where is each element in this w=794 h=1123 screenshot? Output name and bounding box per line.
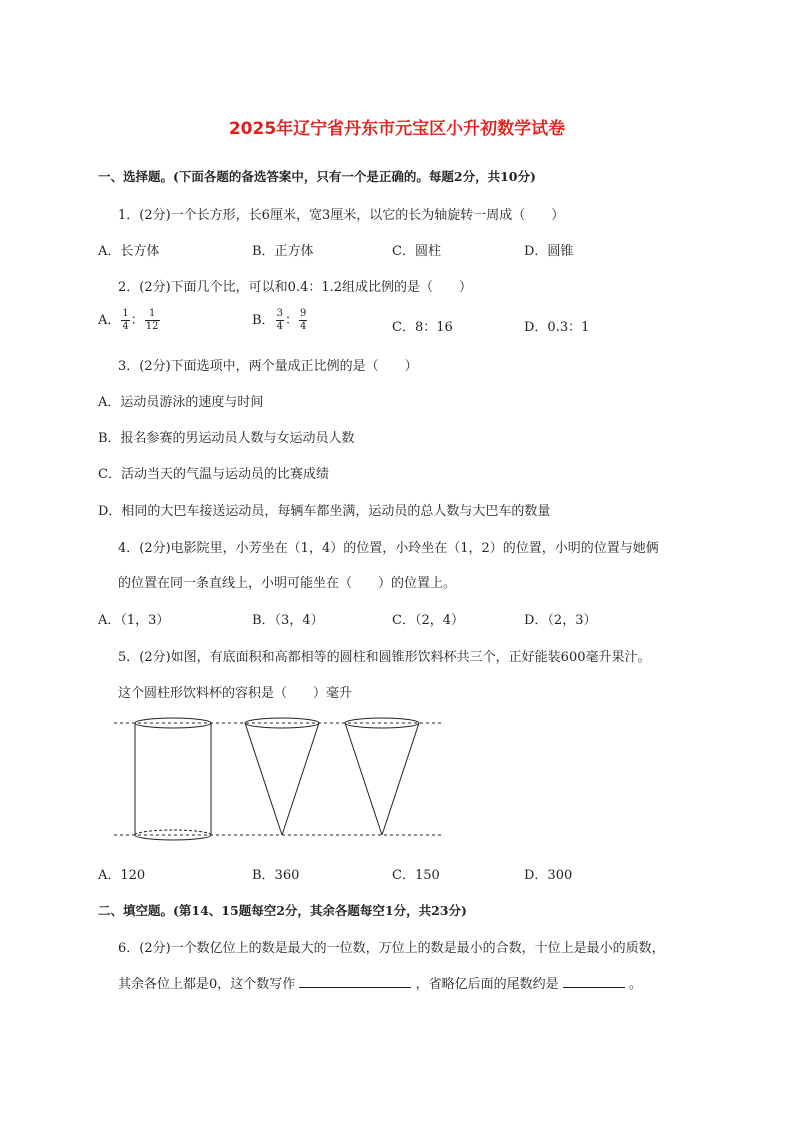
q2-option-b-fraction-2: $\frac{9}{4}$ <box>299 308 307 332</box>
q4-option-d: D．（2，3） <box>524 613 597 628</box>
cylinder-and-cones-figure <box>112 712 448 842</box>
question-6-stem-line-2 <box>118 973 642 992</box>
q4-option-b: B．（3，4） <box>252 613 324 628</box>
q2-option-a-fraction-1: $\frac{1}{4}$ <box>122 308 129 332</box>
q2-option-b: B． $\frac{3}{4}$ ： $\frac{9}{4}$ <box>252 308 307 332</box>
q3-option-b: B．报名参赛的男运动员人数与女运动员人数 <box>98 431 355 446</box>
question-5-stem-line-1: 5．(2分)如图，有底面积和高都相等的圆柱和圆锥形饮料杯共三个，正好能装600毫升果汁。 <box>118 650 651 665</box>
q2-option-b-fraction-1: $\frac{3}{4}$ <box>276 308 283 332</box>
q2-option-b-label: B． <box>252 313 275 328</box>
question-1-stem: 1．(2分)一个长方形，长6厘米，宽3厘米，以它的长为轴旋转一周成（ ） <box>118 208 565 223</box>
q6-line-2-part-2: ，省略亿后面的尾数约是 <box>415 977 559 992</box>
question-2-stem: 2．(2分)下面几个比，可以和0.4：1.2组成比例的是（ ） <box>118 280 473 295</box>
q4-option-a: A．（1，3） <box>98 613 170 628</box>
q3-option-d: D．相同的大巴车接送运动员，每辆车都坐满，运动员的总人数与大巴车的数量 <box>98 504 551 519</box>
q4-option-c: C．（2，4） <box>392 613 464 628</box>
answer-blank-2[interactable] <box>563 974 625 988</box>
q2-option-c: C．8：16 <box>392 320 453 335</box>
q1-option-a: A．长方体 <box>98 244 160 259</box>
q1-option-b: B．正方体 <box>252 244 314 259</box>
section-heading-fill-in: 二、填空题。(第14、15题每空2分，其余各题每空1分，共23分) <box>98 903 467 918</box>
cone-shape-1 <box>245 718 319 835</box>
q2-option-a-label: A． <box>98 313 121 328</box>
q2-option-a-fraction-2: $\frac{1}{12}$ <box>145 308 159 332</box>
section-heading-choice: 一、选择题。(下面各题的备选答案中，只有一个是正确的。每题2分，共10分) <box>98 169 536 184</box>
q6-line-2-part-1: 其余各位上都是0，这个数写作 <box>118 977 296 992</box>
q6-line-2-part-3: 。 <box>628 977 642 992</box>
question-5-stem-line-2: 这个圆柱形饮料杯的容积是（ ）毫升 <box>118 686 353 701</box>
q5-option-b: B．360 <box>252 868 300 883</box>
q2-option-d: D．0.3：1 <box>524 320 590 335</box>
question-6-stem-line-1: 6．(2分)一个数亿位上的数是最大的一位数，万位上的数是最小的合数，十位上是最小的质数， <box>118 941 665 956</box>
answer-blank-1[interactable] <box>299 974 411 988</box>
q1-option-c: C．圆柱 <box>392 244 441 259</box>
q3-option-a: A．运动员游泳的速度与时间 <box>98 395 264 410</box>
q2-option-a: A． $\frac{1}{4}$ ： $\frac{1}{12}$ <box>98 308 159 332</box>
q3-option-c: C．活动当天的气温与运动员的比赛成绩 <box>98 467 329 482</box>
q5-option-d: D．300 <box>524 868 573 883</box>
question-3-stem: 3．(2分)下面选项中，两个量成正比例的是（ ） <box>118 359 418 374</box>
cone-shape-2 <box>345 718 419 835</box>
q5-option-c: C．150 <box>392 868 440 883</box>
q5-option-a: A．120 <box>98 868 146 883</box>
q1-option-d: D．圆锥 <box>524 244 574 259</box>
question-4-stem-line-2: 的位置在同一条直线上，小明可能坐在（ ）的位置上。 <box>118 576 457 591</box>
page-title: 2025年辽宁省丹东市元宝区小升初数学试卷 <box>228 119 566 139</box>
cylinder-shape <box>135 718 211 840</box>
question-4-stem-line-1: 4．(2分)电影院里，小芳坐在（1，4）的位置，小玲坐在（1，2）的位置，小明的位置与她俩 <box>118 541 659 556</box>
